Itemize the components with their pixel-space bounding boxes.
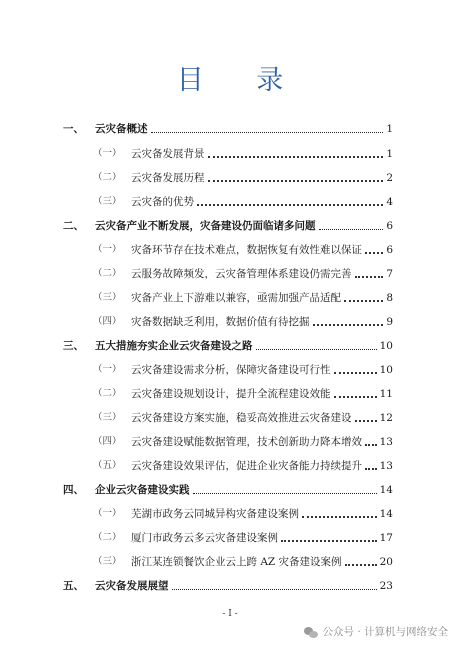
toc-entry-page: 6 <box>386 244 393 256</box>
toc-entry-label: 灾备环节存在技术难点，数据恢复有效性难以保证 <box>131 244 362 256</box>
toc-section-entry[interactable] <box>63 191 393 209</box>
toc-chapter-entry[interactable] <box>63 335 393 353</box>
toc-entry-label: 云灾备产业不断发展，灾备建设仍面临诸多问题 <box>95 220 316 232</box>
toc-dot-leader <box>193 492 377 494</box>
toc-entry-label: 云灾备发展历程 <box>131 172 205 184</box>
toc-entry-number: 一、 <box>63 123 84 135</box>
toc-entry-label: 灾备产业上下游难以兼容，亟需加强产品适配 <box>131 292 341 304</box>
toc-entry-label: 浙江某连锁餐饮企业云上跨 AZ 灾备建设案例 <box>131 556 342 568</box>
toc-entry-page: 17 <box>379 532 393 544</box>
toc-dot-leader <box>208 179 384 182</box>
watermark <box>304 624 448 639</box>
wechat-icon <box>304 625 318 639</box>
toc-section-entry[interactable] <box>63 143 393 161</box>
toc-section-entry[interactable] <box>63 455 393 473</box>
toc-dot-leader <box>302 515 377 518</box>
toc-dot-leader <box>345 563 377 566</box>
toc-entry-page: 20 <box>379 556 393 568</box>
toc-entry-label: 云灾备建设需求分析，保障灾备建设可行性 <box>131 364 331 376</box>
toc-entry-label: 云服务故障频发，云灾备管理体系建设仍需完善 <box>131 268 352 280</box>
toc-entry-number: （四） <box>93 316 122 327</box>
toc-entry-number: （二） <box>93 532 122 543</box>
toc-entry-label: 芜湖市政务云同城异构灾备建设案例 <box>131 508 299 520</box>
toc-entry-page: 7 <box>386 268 393 280</box>
toc-entry-page: 8 <box>386 292 393 304</box>
toc-dot-leader <box>319 228 384 230</box>
toc-section-entry[interactable] <box>63 431 393 449</box>
toc-entry-number: 四、 <box>63 484 84 496</box>
toc-entry-page: 23 <box>379 580 393 592</box>
toc-section-entry[interactable] <box>63 551 393 569</box>
toc-entry-page: 13 <box>379 436 393 448</box>
toc-section-entry[interactable] <box>63 407 393 425</box>
toc-section-entry[interactable] <box>63 263 393 281</box>
toc-entry-label: 云灾备概述 <box>95 123 148 135</box>
toc-chapter-entry[interactable] <box>63 118 393 136</box>
toc-entry-page: 12 <box>379 412 393 424</box>
toc-chapter-entry[interactable] <box>63 215 393 233</box>
toc-entry-number: 二、 <box>63 220 84 232</box>
toc-dot-leader <box>365 467 377 470</box>
toc-dot-leader <box>151 131 384 133</box>
toc-chapter-entry[interactable] <box>63 479 393 497</box>
page-number: - I - <box>222 609 238 619</box>
toc-entry-label: 云灾备建设赋能数据管理，技术创新助力降本增效 <box>131 436 362 448</box>
toc-entry-number: （三） <box>93 556 122 567</box>
toc-entry-page: 14 <box>379 508 393 520</box>
toc-entry-page: 4 <box>386 196 393 208</box>
toc-dot-leader <box>281 539 377 542</box>
toc-entry-label: 厦门市政务云多云灾备建设案例 <box>131 532 278 544</box>
toc-entry-label: 云灾备发展展望 <box>95 580 169 592</box>
toc-entry-number: （三） <box>93 292 122 303</box>
toc-entry-page: 11 <box>379 388 393 400</box>
toc-entry-label: 云灾备发展背景 <box>131 148 205 160</box>
document-title: 目 录 <box>176 65 306 96</box>
toc-entry-label: 云灾备建设方案实施，稳妥高效推进云灾备建设 <box>131 412 352 424</box>
toc-entry-number: （一） <box>93 364 122 375</box>
toc-entry-number: （一） <box>93 148 122 159</box>
toc-section-entry[interactable] <box>63 359 393 377</box>
toc-entry-number: 三、 <box>63 340 84 352</box>
toc-entry-page: 2 <box>386 172 393 184</box>
toc-entry-label: 五大措施夯实企业云灾备建设之路 <box>95 340 253 352</box>
toc-section-entry[interactable] <box>63 287 393 305</box>
toc-entry-label: 云灾备建设规划设计，提升全流程建设效能 <box>131 388 331 400</box>
toc-dot-leader <box>365 443 377 446</box>
toc-entry-page: 14 <box>379 484 393 496</box>
toc-entry-page: 9 <box>386 316 393 328</box>
toc-section-entry[interactable] <box>63 527 393 545</box>
watermark-text: 公众号 · 计算机与网络安全 <box>322 626 448 638</box>
toc-entry-number: 五、 <box>63 580 84 592</box>
toc-section-entry[interactable] <box>63 503 393 521</box>
toc-entry-page: 10 <box>379 340 393 352</box>
toc-section-entry[interactable] <box>63 167 393 185</box>
toc-dot-leader <box>334 395 377 398</box>
toc-dot-leader <box>334 371 377 374</box>
toc-entry-number: （二） <box>93 388 122 399</box>
toc-entry-label: 灾备数据缺乏利用，数据价值有待挖掘 <box>131 316 310 328</box>
toc-dot-leader <box>256 348 377 350</box>
toc-entry-page: 1 <box>386 123 393 135</box>
toc-entry-number: （二） <box>93 268 122 279</box>
toc-entry-page: 1 <box>386 148 393 160</box>
toc-chapter-entry[interactable] <box>63 575 393 593</box>
toc-entry-label: 云灾备的优势 <box>131 196 194 208</box>
toc-section-entry[interactable] <box>63 239 393 257</box>
toc-dot-leader <box>208 155 384 158</box>
toc-dot-leader <box>313 323 384 326</box>
toc-entry-number: （四） <box>93 436 122 447</box>
toc-dot-leader <box>355 275 384 278</box>
toc-entry-number: （三） <box>93 196 122 207</box>
toc-entry-number: （三） <box>93 412 122 423</box>
toc-dot-leader <box>197 203 383 206</box>
toc-dot-leader <box>172 588 377 590</box>
toc-dot-leader <box>365 251 383 254</box>
toc-section-entry[interactable] <box>63 383 393 401</box>
toc-entry-label: 云灾备建设效果评估，促进企业灾备能力持续提升 <box>131 460 362 472</box>
toc-dot-leader <box>355 419 377 422</box>
toc-entry-number: （一） <box>93 508 122 519</box>
toc-entry-number: （五） <box>93 460 122 471</box>
toc-section-entry[interactable] <box>63 311 393 329</box>
toc-entry-number: （一） <box>93 244 122 255</box>
toc-dot-leader <box>344 299 383 302</box>
toc-entry-page: 10 <box>379 364 393 376</box>
toc-entry-page: 6 <box>386 220 393 232</box>
toc-entry-number: （二） <box>93 172 122 183</box>
toc-entry-page: 13 <box>379 460 393 472</box>
toc-entry-label: 企业云灾备建设实践 <box>95 484 190 496</box>
